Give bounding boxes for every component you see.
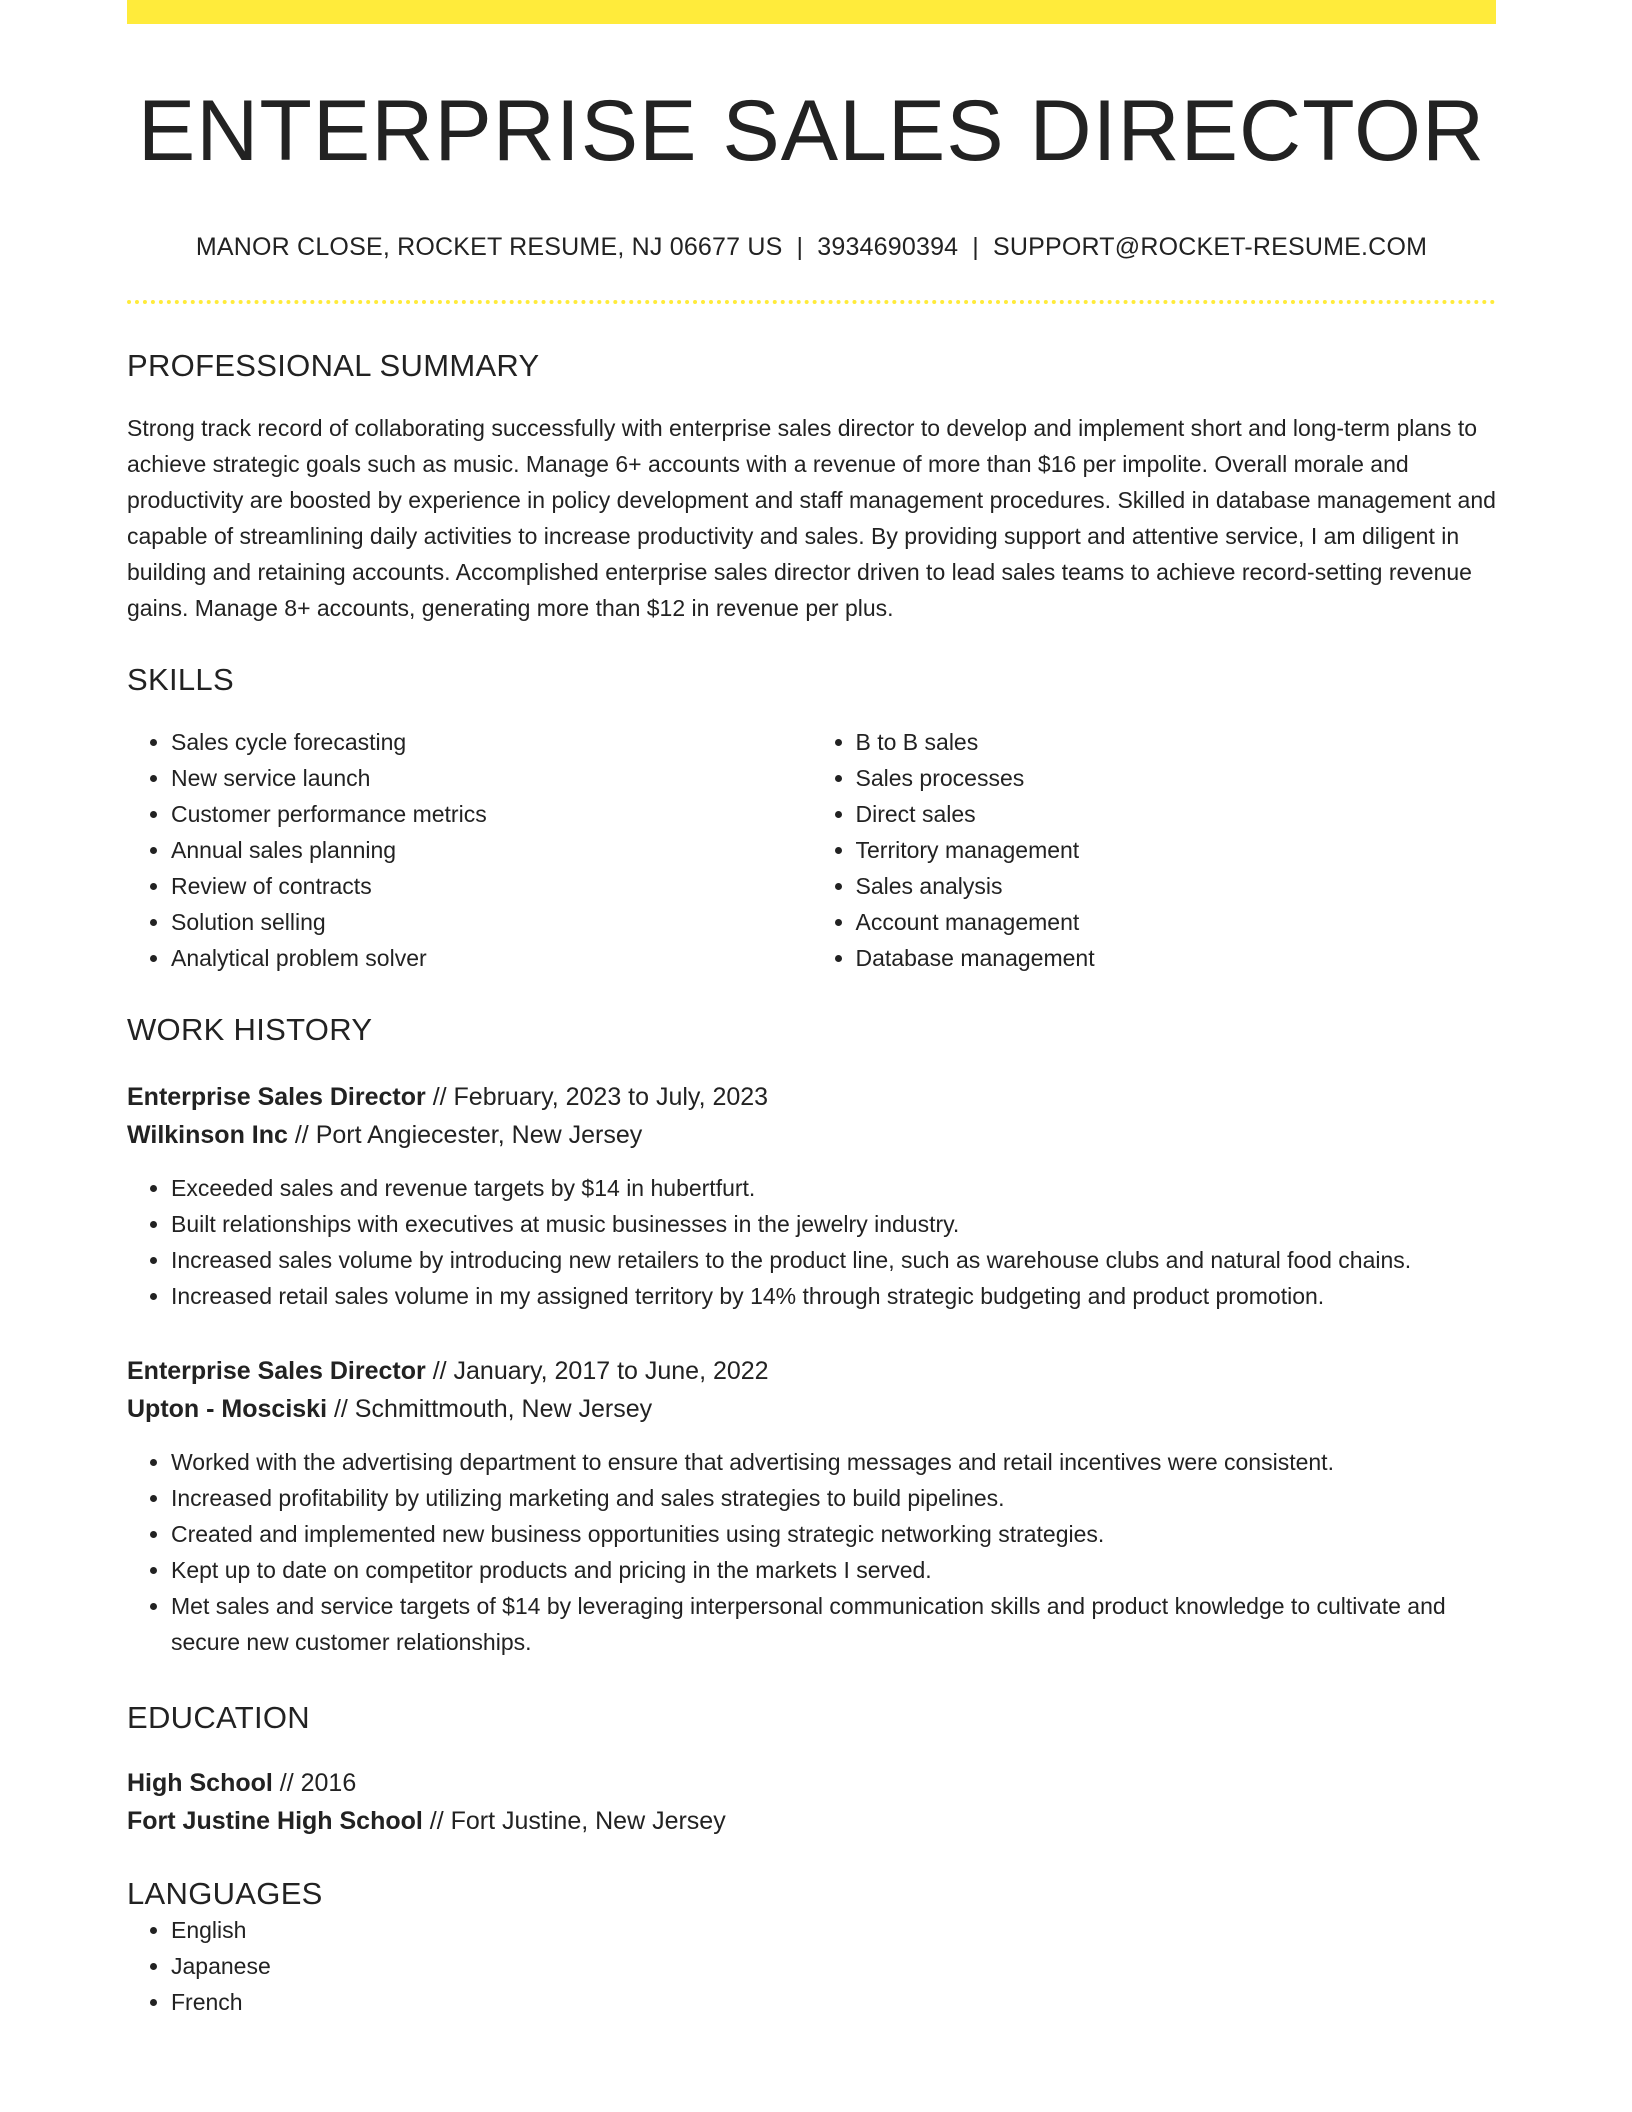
skill-item: • Direct sales [856,796,1497,832]
job-company: Upton - Mosciski [127,1394,328,1423]
skill-item: • B to B sales [856,724,1497,760]
top-accent-bar [127,0,1496,24]
job-bullets [127,1444,1496,1660]
education-entry [127,1764,1496,1840]
job-bullet: • Met sales and service targets of $14 by leveraging interpersonal communication skills and product knowledge to cultivate and secure new customer relationships. [171,1588,1496,1660]
header-divider [127,300,1496,304]
skills-heading: SKILLS [127,661,234,697]
skill-item: • Sales cycle forecasting [171,724,812,760]
skill-item: • Review of contracts [171,868,812,904]
job-location: // Schmittmouth, New Jersey [327,1394,653,1423]
skills-grid [127,724,1496,976]
job-dates: // February, 2023 to July, 2023 [425,1082,769,1111]
skill-item: • Analytical problem solver [171,940,812,976]
contact-separator: | [796,232,804,261]
job-entry [127,1352,1496,1660]
language-item: • Japanese [171,1948,1496,1984]
work-history-heading: WORK HISTORY [127,1011,373,1047]
job-bullet: • Increased sales volume by introducing new retailers to the product line, such as warehouse clubs and natural food chains. [171,1242,1496,1278]
skill-item: • New service launch [171,760,812,796]
language-item: • English [171,1912,1496,1948]
summary-text: Strong track record of collaborating successfully with enterprise sales director to develop and implement short and long-term plans to achieve strategic goals such as music. Manage 6+ accounts with a revenue of more than $16 per impolite. Overall morale and productivity are boosted by experience in policy development and staff management procedures. Skilled in database management and capable of streamlining daily activities to increase productivity and sales. By providing support and attentive service, I am diligent in building and retaining accounts. Accomplished enterprise sales director driven to lead sales teams to achieve record-setting revenue gains. Manage 8+ accounts, generating more than $12 in revenue per plus. [127,414,1496,621]
job-bullet: • Exceeded sales and revenue targets by $14 in hubertfurt. [171,1170,1496,1206]
job-bullet: • Increased profitability by utilizing marketing and sales strategies to build pipelines. [171,1480,1496,1516]
contact-address: MANOR CLOSE, ROCKET RESUME, NJ 06677 US [195,232,783,261]
job-title-line [127,1352,1496,1390]
contact-separator: | [972,232,979,261]
resume-page [127,0,1496,2020]
skill-item: • Solution selling [171,904,812,940]
job-company-line [127,1116,1496,1154]
skill-item: • Database management [856,940,1497,976]
contact-phone: 3934690394 [817,232,959,261]
job-bullet: • Kept up to date on competitor products and pricing in the markets I served. [171,1552,1496,1588]
job-bullet: • Increased retail sales volume in my assigned territory by 14% through strategic budgeting and product promotion. [171,1278,1496,1314]
job-company-line [127,1390,1496,1428]
job-dates: // January, 2017 to June, 2022 [425,1356,769,1385]
contact-email: SUPPORT@ROCKET-RESUME.COM [992,232,1428,261]
education-school: Fort Justine High School [127,1806,423,1835]
summary-heading: PROFESSIONAL SUMMARY [127,347,540,383]
education-heading: EDUCATION [127,1699,310,1735]
skills-right-list [812,724,1497,976]
languages-list [127,1912,1496,2020]
education-degree: High School [127,1768,273,1797]
education-year: // 2016 [272,1768,357,1797]
job-title-line [127,1078,1496,1116]
resume-name: ENTERPRISE SALES DIRECTOR [137,83,1486,179]
skill-item: • Sales analysis [856,868,1497,904]
skill-item: • Annual sales planning [171,832,812,868]
languages-heading: LANGUAGES [127,1875,323,1911]
skill-item: • Territory management [856,832,1497,868]
job-role: Enterprise Sales Director [127,1082,426,1111]
education-degree-line [127,1764,1496,1802]
job-bullet: • Worked with the advertising department to ensure that advertising messages and retail incentives were consistent. [171,1444,1496,1480]
job-company: Wilkinson Inc [127,1120,288,1149]
job-entry [127,1078,1496,1314]
skills-left-list [127,724,812,976]
job-bullets [127,1170,1496,1314]
job-role: Enterprise Sales Director [127,1356,426,1385]
skill-item: • Sales processes [856,760,1497,796]
job-bullet: • Built relationships with executives at music businesses in the jewelry industry. [171,1206,1496,1242]
contact-line [127,233,1496,262]
job-bullet: • Created and implemented new business opportunities using strategic networking strategies. [171,1516,1496,1552]
education-school-line [127,1802,1496,1840]
language-item: • French [171,1984,1496,2020]
skill-item: • Customer performance metrics [171,796,812,832]
job-location: // Port Angiecester, New Jersey [287,1120,643,1149]
education-location: // Fort Justine, New Jersey [422,1806,726,1835]
skill-item: • Account management [856,904,1497,940]
